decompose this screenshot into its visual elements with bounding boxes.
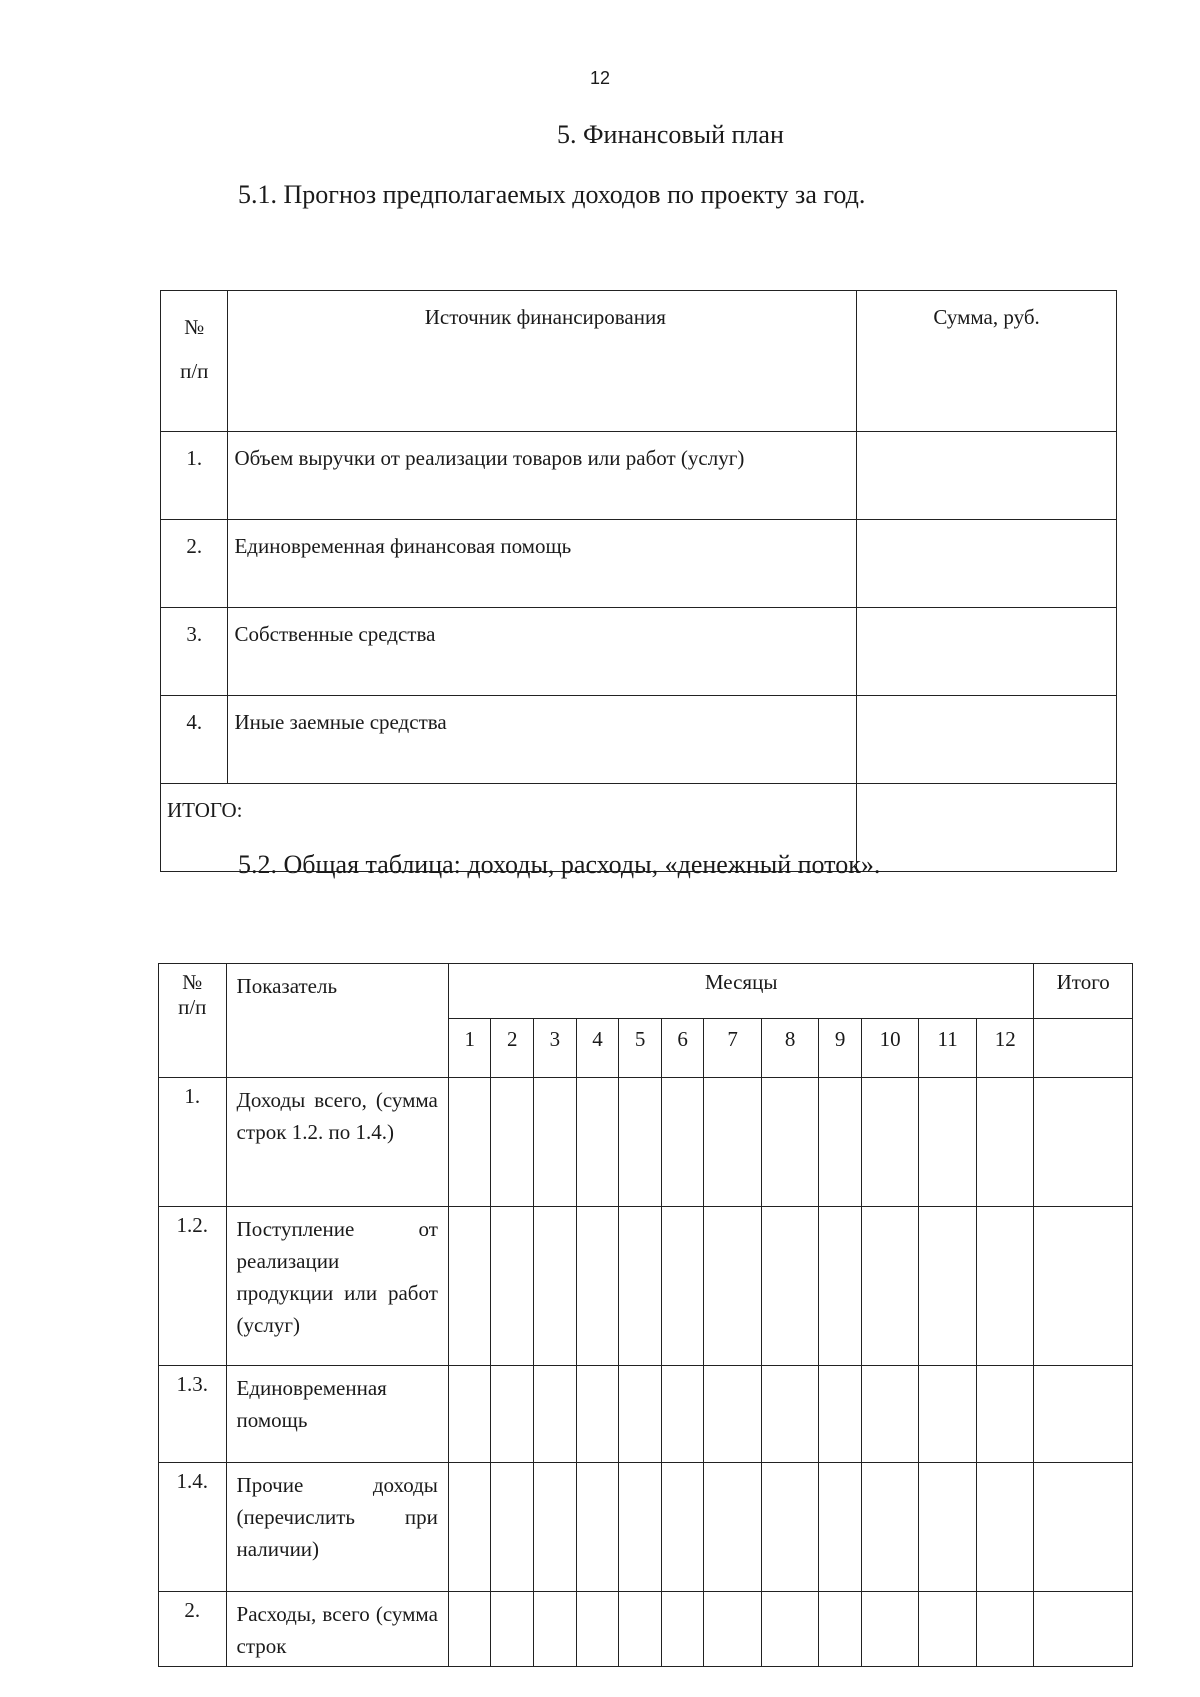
month-value-cell[interactable]	[919, 1463, 977, 1592]
table-header-row	[161, 291, 1117, 432]
header-number-abbr: п/п	[180, 359, 209, 383]
month-value-cell[interactable]	[761, 1463, 818, 1592]
month-number: 7	[704, 1019, 761, 1078]
subsection-title-cash-flow: 5.2. Общая таблица: доходы, расходы, «денежный поток».	[238, 850, 881, 879]
month-value-cell[interactable]	[976, 1592, 1034, 1667]
row-number: 1.	[159, 1078, 227, 1207]
month-value-cell[interactable]	[704, 1592, 761, 1667]
month-value-cell[interactable]	[861, 1592, 919, 1667]
month-number: 10	[861, 1019, 919, 1078]
row-number: 1.4.	[159, 1463, 227, 1592]
month-value-cell[interactable]	[976, 1207, 1034, 1366]
row-indicator: Прочие доходы (перечислить при наличии)	[226, 1463, 448, 1592]
month-number: 3	[534, 1019, 577, 1078]
month-value-cell[interactable]	[619, 1207, 662, 1366]
month-value-cell[interactable]	[819, 1207, 862, 1366]
row-source: Единовременная финансовая помощь	[228, 520, 857, 608]
row-number: 1.2.	[159, 1207, 227, 1366]
month-number: 1	[448, 1019, 491, 1078]
month-value-cell[interactable]	[448, 1078, 491, 1207]
month-value-cell[interactable]	[819, 1078, 862, 1207]
header-number-symbol: №	[182, 970, 203, 994]
table-row	[161, 608, 1117, 696]
month-value-cell[interactable]	[761, 1592, 818, 1667]
month-number: 12	[976, 1019, 1034, 1078]
table-row	[159, 1463, 1133, 1592]
month-value-cell[interactable]	[534, 1463, 577, 1592]
month-value-cell[interactable]	[976, 1463, 1034, 1592]
row-number: 2.	[161, 520, 228, 608]
month-value-cell[interactable]	[861, 1078, 919, 1207]
month-value-cell[interactable]	[661, 1078, 704, 1207]
month-value-cell[interactable]	[448, 1592, 491, 1667]
month-value-cell[interactable]	[761, 1366, 818, 1463]
month-value-cell[interactable]	[661, 1463, 704, 1592]
row-number: 2.	[159, 1592, 227, 1667]
row-number: 1.3.	[159, 1366, 227, 1463]
row-number: 1.	[161, 432, 228, 520]
month-value-cell[interactable]	[704, 1366, 761, 1463]
table-row	[161, 432, 1117, 520]
row-sum-cell[interactable]	[857, 696, 1117, 784]
month-value-cell[interactable]	[619, 1078, 662, 1207]
month-value-cell[interactable]	[976, 1366, 1034, 1463]
month-value-cell[interactable]	[534, 1592, 577, 1667]
month-value-cell[interactable]	[491, 1463, 534, 1592]
month-number: 5	[619, 1019, 662, 1078]
total-sum-cell[interactable]	[857, 784, 1117, 872]
month-number: 9	[819, 1019, 862, 1078]
month-value-cell[interactable]	[491, 1592, 534, 1667]
month-value-cell[interactable]	[976, 1078, 1034, 1207]
table-header-row	[159, 964, 1133, 1019]
row-total-cell[interactable]	[1034, 1207, 1133, 1366]
month-value-cell[interactable]	[619, 1463, 662, 1592]
month-number: 8	[761, 1019, 818, 1078]
month-value-cell[interactable]	[491, 1207, 534, 1366]
month-value-cell[interactable]	[448, 1463, 491, 1592]
header-number-cell	[161, 291, 228, 432]
row-sum-cell[interactable]	[857, 520, 1117, 608]
month-value-cell[interactable]	[491, 1366, 534, 1463]
month-value-cell[interactable]	[576, 1463, 619, 1592]
month-value-cell[interactable]	[704, 1463, 761, 1592]
table-row	[161, 696, 1117, 784]
row-total-cell[interactable]	[1034, 1366, 1133, 1463]
month-value-cell[interactable]	[534, 1207, 577, 1366]
row-total-cell[interactable]	[1034, 1463, 1133, 1592]
month-value-cell[interactable]	[576, 1366, 619, 1463]
month-number: 4	[576, 1019, 619, 1078]
month-value-cell[interactable]	[919, 1207, 977, 1366]
row-sum-cell[interactable]	[857, 432, 1117, 520]
month-value-cell[interactable]	[576, 1592, 619, 1667]
table-row	[161, 520, 1117, 608]
month-value-cell[interactable]	[534, 1366, 577, 1463]
month-value-cell[interactable]	[448, 1207, 491, 1366]
month-number: 11	[919, 1019, 977, 1078]
month-value-cell[interactable]	[919, 1592, 977, 1667]
row-number: 4.	[161, 696, 228, 784]
row-total-cell[interactable]	[1034, 1078, 1133, 1207]
month-value-cell[interactable]	[661, 1366, 704, 1463]
month-value-cell[interactable]	[819, 1592, 862, 1667]
month-value-cell[interactable]	[861, 1463, 919, 1592]
header-number-symbol: №	[184, 315, 205, 339]
month-value-cell[interactable]	[761, 1207, 818, 1366]
table-row	[159, 1366, 1133, 1463]
row-indicator: Единовременная помощь	[226, 1366, 448, 1463]
month-value-cell[interactable]	[661, 1592, 704, 1667]
month-value-cell[interactable]	[704, 1207, 761, 1366]
row-indicator: Поступление от реализации продукции или работ (услуг)	[226, 1207, 448, 1366]
row-source: Иные заемные средства	[228, 696, 857, 784]
month-number: 6	[661, 1019, 704, 1078]
row-source: Собственные средства	[228, 608, 857, 696]
month-value-cell[interactable]	[919, 1366, 977, 1463]
month-value-cell[interactable]	[619, 1366, 662, 1463]
row-number: 3.	[161, 608, 228, 696]
page-number: 12	[589, 68, 611, 88]
month-value-cell[interactable]	[761, 1078, 818, 1207]
month-value-cell[interactable]	[576, 1078, 619, 1207]
month-value-cell[interactable]	[576, 1207, 619, 1366]
month-value-cell[interactable]	[448, 1366, 491, 1463]
month-value-cell[interactable]	[919, 1078, 977, 1207]
cash-flow-table	[158, 963, 1133, 1667]
income-sources-table	[160, 290, 1117, 872]
row-indicator: Доходы всего, (сумма строк 1.2. по 1.4.)	[226, 1078, 448, 1207]
total-blank-cell	[1034, 1019, 1133, 1078]
month-value-cell[interactable]	[819, 1463, 862, 1592]
table-row	[159, 1207, 1133, 1366]
header-total-cell: Итого	[1034, 964, 1133, 1019]
row-indicator: Расходы, всего (сумма строк	[226, 1592, 448, 1667]
month-value-cell[interactable]	[861, 1207, 919, 1366]
section-title: 5. Финансовый план	[557, 120, 784, 149]
month-value-cell[interactable]	[619, 1592, 662, 1667]
month-value-cell[interactable]	[491, 1078, 534, 1207]
header-sum-cell: Сумма, руб.	[857, 291, 1117, 432]
row-sum-cell[interactable]	[857, 608, 1117, 696]
table-row	[159, 1078, 1133, 1207]
month-number: 2	[491, 1019, 534, 1078]
row-total-cell[interactable]	[1034, 1592, 1133, 1667]
month-value-cell[interactable]	[861, 1366, 919, 1463]
header-number-abbr: п/п	[178, 995, 207, 1019]
header-number-cell	[159, 964, 227, 1078]
total-label: ИТОГО:	[161, 784, 857, 872]
subsection-title-income-forecast: 5.1. Прогноз предполагаемых доходов по проекту за год.	[238, 180, 866, 209]
month-value-cell[interactable]	[819, 1366, 862, 1463]
month-value-cell[interactable]	[704, 1078, 761, 1207]
header-months-cell: Месяцы	[448, 964, 1034, 1019]
header-indicator-cell: Показатель	[226, 964, 448, 1078]
month-value-cell[interactable]	[534, 1078, 577, 1207]
month-value-cell[interactable]	[661, 1207, 704, 1366]
header-source-cell: Источник финансирования	[228, 291, 857, 432]
table-row	[159, 1592, 1133, 1667]
row-source: Объем выручки от реализации товаров или работ (услуг)	[228, 432, 857, 520]
